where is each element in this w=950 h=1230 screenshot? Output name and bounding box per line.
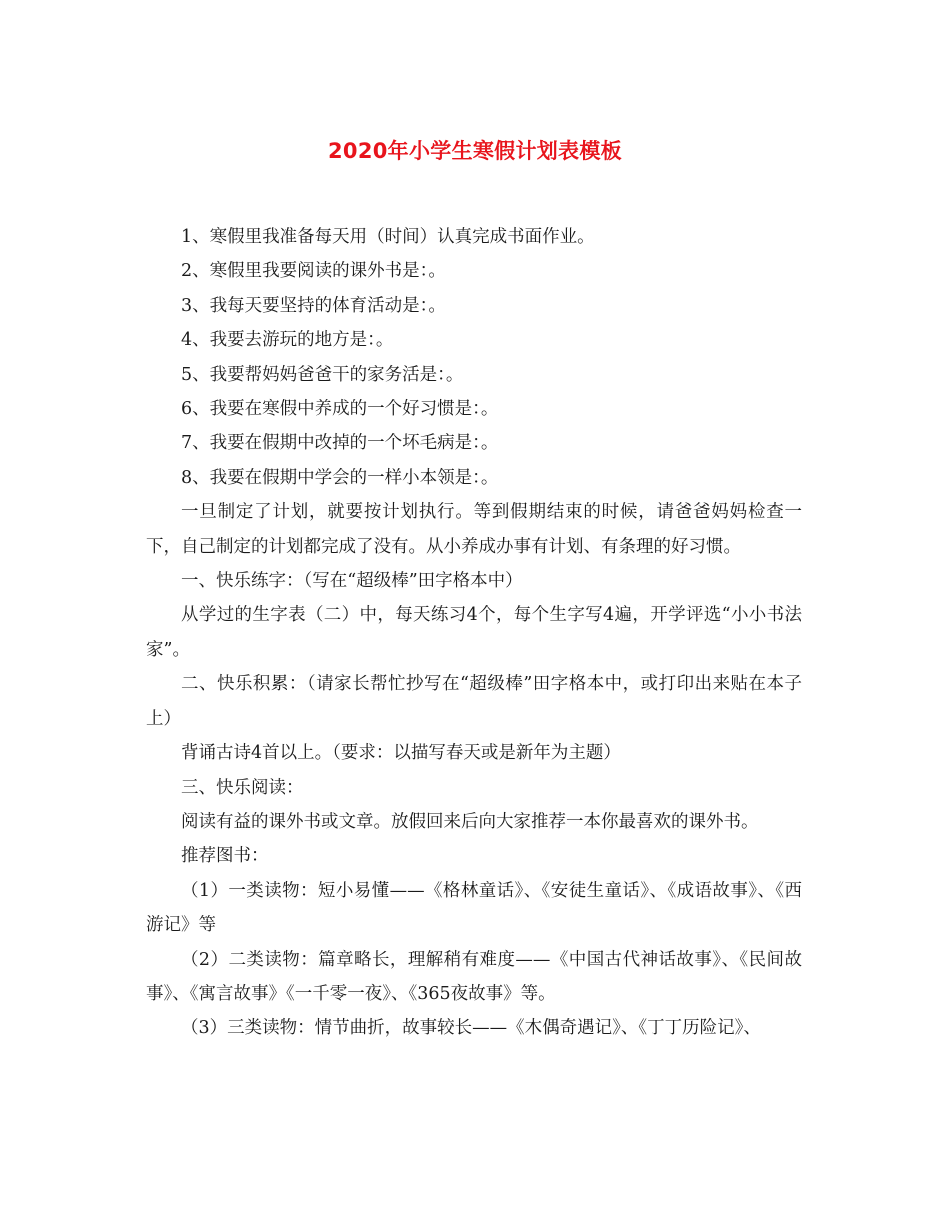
paragraph-instruction: 一旦制定了计划，就要按计划执行。等到假期结束的时候，请爸爸妈妈检查一下，自己制定的计划都完成了没有。从小养成办事有计划、有条理的好习惯。 (146, 502, 802, 557)
document-body (146, 220, 802, 1046)
list-item-books-3: （3）三类读物：情节曲折，故事较长——《木偶奇遇记》、《丁丁历险记》、 (181, 1018, 761, 1039)
paragraph-plan-4: 4、我要去游玩的地方是：。 (181, 330, 394, 351)
section-heading-calligraphy: 一、快乐练字：（写在“超级棒”田字格本中） (181, 571, 523, 592)
paragraph-poems: 背诵古诗4首以上。（要求：以描写春天或是新年为主题） (181, 743, 621, 764)
section-heading-accumulation: 二、快乐积累：（请家长帮忙抄写在“超级棒”田字格本中，或打印出来贴在本子上） (146, 674, 802, 729)
paragraph-plan-5: 5、我要帮妈妈爸爸干的家务活是：。 (181, 364, 464, 385)
list-item-books-1: （1）一类读物：短小易懂——《格林童话》、《安徒生童话》、《成语故事》、《西游记》等 (146, 880, 802, 936)
section-heading-reading: 三、快乐阅读： (181, 777, 304, 798)
paragraph-plan-1: 1、寒假里我准备每天用（时间）认真完成书面作业。 (181, 227, 595, 247)
document-title: 2020年小学生寒假计划表模板 (328, 139, 622, 163)
paragraph-plan-6: 6、我要在寒假中养成的一个好习惯是：。 (181, 399, 499, 420)
list-item-books-2: （2）二类读物：篇章略长，理解稍有难度——《中国古代神话故事》、《民间故事》、《寓言故事》《一千零一夜》、《365夜故事》等。 (146, 949, 802, 1004)
paragraph-calligraphy: 从学过的生字表（二）中，每天练习4个，每个生字写4遍，开学评选“小小书法家”。 (146, 605, 802, 660)
paragraph-reading: 阅读有益的课外书或文章。放假回来后向大家推荐一本你最喜欢的课外书。 (181, 811, 759, 832)
paragraph-plan-8: 8、我要在假期中学会的一样小本领是：。 (181, 467, 499, 488)
paragraph-recommended-books: 推荐图书： (181, 846, 269, 867)
paragraph-plan-7: 7、我要在假期中改掉的一个坏毛病是：。 (181, 433, 499, 454)
paragraph-plan-3: 3、我每天要坚持的体育活动是：。 (181, 295, 446, 316)
paragraph-plan-2: 2、寒假里我要阅读的课外书是：。 (181, 261, 446, 282)
